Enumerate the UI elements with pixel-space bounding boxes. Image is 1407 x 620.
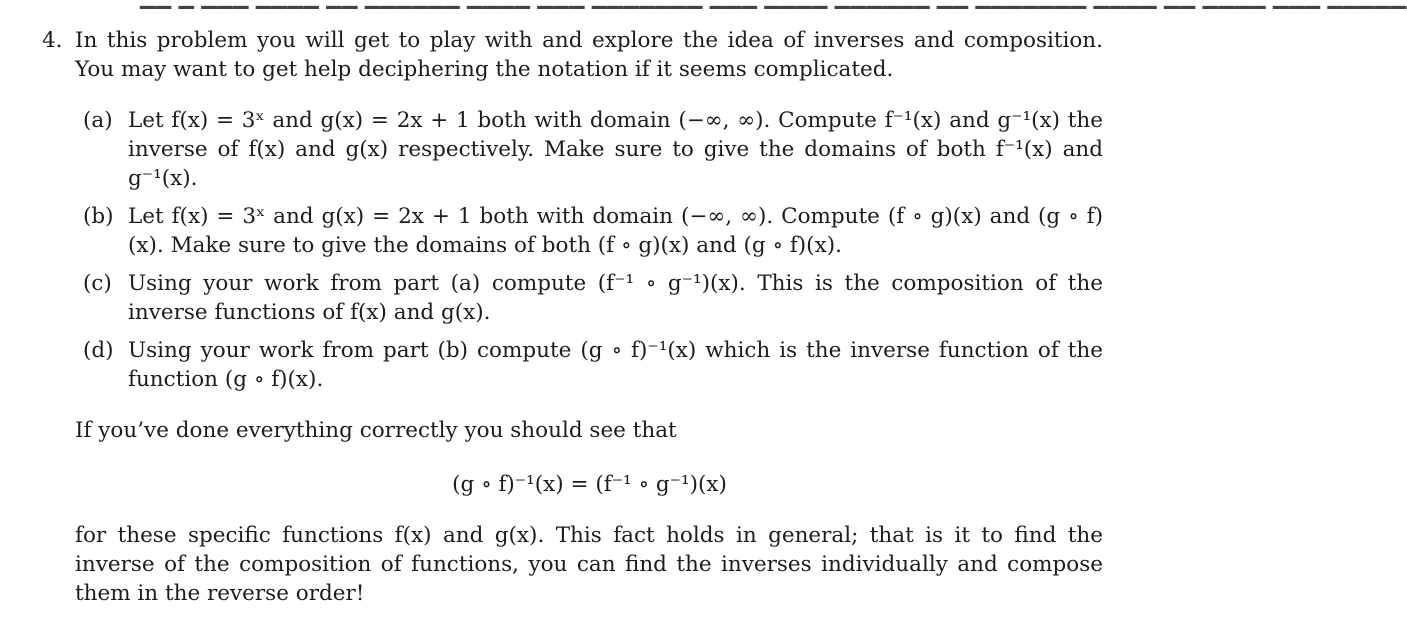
part-b-text: Let f(x) = 3ˣ and g(x) = 2x + 1 both with domain (−∞, ∞). Compute (f ∘ g)(x) and (g ∘ f)(x). Make sure to give the domains of both (f ∘ g)(x) and (g ∘ f)(x).	[128, 204, 1103, 258]
display-equation: (g ∘ f)⁻¹(x) = (f⁻¹ ∘ g⁻¹)(x)	[452, 472, 727, 497]
problem-number: 4.	[42, 28, 63, 53]
part-a-label: (a)	[83, 108, 113, 133]
part-c-label: (c)	[83, 271, 112, 296]
part-b-label: (b)	[83, 204, 114, 229]
cropped-previous-line	[0, 0, 1179, 6]
problem-intro: In this problem you will get to play with and explore the idea of inverses and composition. You may want to get help deciphering the notation if it seems complicated.	[75, 28, 1103, 82]
part-d-text: Using your work from part (b) compute (g ∘ f)⁻¹(x) which is the inverse function of the function (g ∘ f)(x).	[128, 338, 1103, 392]
conclusion-lead: If you’ve done everything correctly you should see that	[75, 418, 677, 443]
conclusion-closing: for these specific functions f(x) and g(x). This fact holds in general; that is it to find the inverse of the composition of functions, you can find the inverses individually and compose them in the reverse order!	[75, 523, 1103, 606]
part-a-text: Let f(x) = 3ˣ and g(x) = 2x + 1 both with domain (−∞, ∞). Compute f⁻¹(x) and g⁻¹(x) the inverse of f(x) and g(x) respectively. Make sure to give the domains of both f⁻¹(x) and g⁻¹(x).	[128, 108, 1103, 191]
part-d-label: (d)	[83, 338, 114, 363]
part-c-text: Using your work from part (a) compute (f⁻¹ ∘ g⁻¹)(x). This is the composition of the inverse functions of f(x) and g(x).	[128, 271, 1103, 325]
